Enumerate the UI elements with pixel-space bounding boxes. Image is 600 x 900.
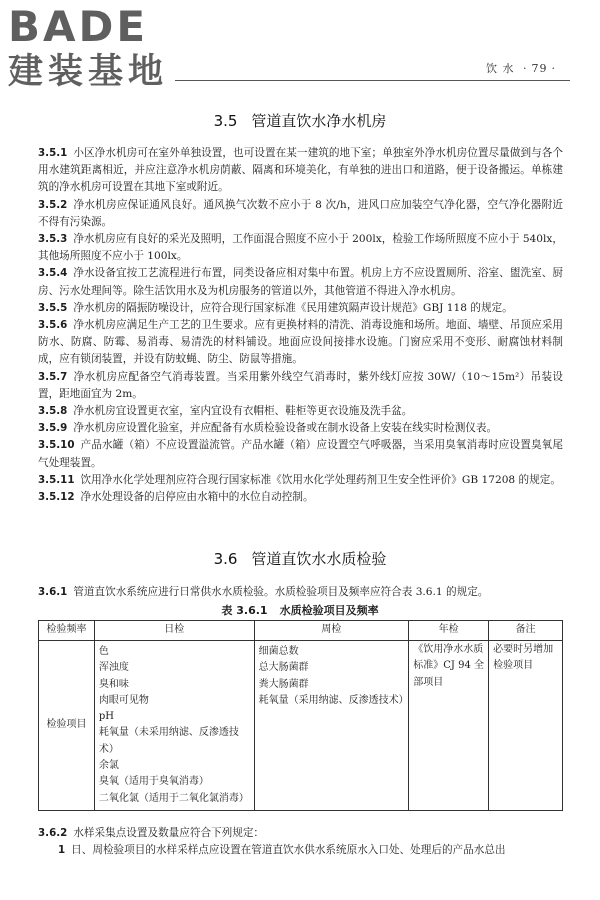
running-head: 饮 水 · 79 ·: [486, 62, 556, 75]
section-title-3-5: [0, 110, 600, 131]
weekly-item: 总大肠菌群: [258, 662, 309, 674]
daily-item: pH: [98, 711, 115, 723]
clause-text: 小区净水机房可在室外单独设置，也可设置在某一建筑的地下室；单独室外净水机房位置尽量做到与各个用水建筑距离相近，并应注意净水机房荫蔽、隔离和环境美化，有单独的进出口和道路，便于设备搬运。单栋建筑的净水机房可设置在其地下室或附近。: [38, 147, 563, 194]
section-heading: 管道直饮水净水机房: [251, 112, 387, 130]
section-number: 3.6: [213, 550, 238, 568]
daily-item: 色: [98, 646, 109, 657]
clause-number: 3.5.11: [38, 473, 75, 486]
clause-number: 3.5.8: [38, 405, 68, 418]
clause: [38, 145, 563, 197]
table-header-cell: 周检: [254, 621, 409, 641]
clause-number: 3.5.10: [38, 439, 75, 452]
clause: [38, 265, 563, 299]
table-header-row: [39, 621, 563, 641]
header-rule: [175, 80, 570, 81]
clause-text: 净水机房的隔振防噪设计，应符合现行国家标准《民用建筑隔声设计规范》GBJ 118 的规定。: [73, 301, 513, 314]
section-title-3-6: [0, 548, 600, 569]
table-header-cell: 年检: [409, 621, 489, 641]
clause-number: 3.5.7: [38, 370, 68, 383]
clause-number: 3.5.5: [38, 301, 68, 314]
clause: [38, 420, 563, 437]
clause-number: 3.6.1: [38, 586, 68, 598]
weekly-item: 细菌总数: [258, 646, 299, 657]
yearly-cell: 《饮用净水水质标准》CJ 94 全部项目: [409, 641, 489, 811]
clause: [38, 584, 563, 601]
clause-text: 产品水罐（箱）不应设置溢流管。产品水罐（箱）应设置空气呼吸器，当采用臭氧消毒时应设置臭氧尾气处理装置。: [38, 439, 563, 469]
daily-item: 耗氧量（未采用纳滤、反渗透技术）: [98, 727, 239, 755]
clause-number: 3.5.1: [38, 147, 68, 159]
remark-cell: 必要时另增加检验项目: [489, 641, 563, 811]
clause-text: 净水处理设备的启停应由水箱中的水位自动控制。: [80, 491, 314, 504]
daily-item: 浑浊度: [98, 662, 129, 674]
clause: [38, 300, 563, 317]
clause-text: 净水机房应设置化验室，并应配备有水质检验设备或在制水设备上安装在线实时检测仪表。: [73, 422, 498, 435]
water-quality-table: [38, 620, 563, 811]
clause-text: 净水机房应保证通风良好。通风换气次数不应小于 8 次/h，进风口应加装空气净化器，空气净化器附近不得有污染源。: [38, 198, 563, 228]
section-number: 3.5: [213, 112, 238, 130]
clause-number: 3.5.12: [38, 491, 75, 504]
clause: [38, 489, 563, 506]
table-caption: [0, 602, 600, 618]
clause-3-6-1-wrap: [38, 584, 563, 601]
table-header-cell: 备注: [489, 621, 563, 641]
weekly-item: 粪大肠菌群: [258, 678, 309, 690]
daily-item: 臭氧（适用于臭氧消毒）: [98, 776, 209, 788]
clause-text: 净水设备宜按工艺流程进行布置，同类设备应相对集中布置。机房上方不应设置厕所、浴室、盥洗室、厨房、污水处理间等。除生活饮用水及为机房服务的管道以外，其他管道不得进入净水机房。: [38, 267, 563, 297]
clause-text: 水样采集点设置及数量应符合下列规定：: [73, 827, 265, 839]
clause: [38, 369, 563, 403]
clause-number: 3.5.9: [38, 422, 68, 435]
daily-items-cell: [94, 641, 254, 811]
clause-text: 净水机房应有良好的采光及照明，工作面混合照度不应小于 200lx，检验工作场所照度不应小于 540lx，其他场所照度不应小于 100lx。: [38, 233, 563, 263]
clause-number: 3.5.6: [38, 319, 68, 332]
clause: [38, 437, 563, 471]
clause-number: 3.6.2: [38, 827, 68, 839]
clause: [38, 231, 563, 265]
clause: [38, 197, 563, 231]
clause-text: 净水机房宜设置更衣室，室内宜设有衣帽柜、鞋柜等更衣设施及洗手盆。: [73, 405, 413, 418]
clause-text: 饮用净水化学处理剂应符合现行国家标准《饮用水化学处理药剂卫生安全性评价》GB 17208 的规定。: [80, 473, 561, 486]
table-number: 表 3.6.1: [221, 604, 268, 617]
section-heading: 管道直饮水水质检验: [251, 550, 387, 568]
clause-text: 净水机房应配备空气消毒装置。当采用紫外线空气消毒时，紫外线灯应按 30W/（10～15m²）吊装设置，距地面宜为 2m。: [38, 370, 563, 400]
logo-wordmark: BADE: [8, 2, 149, 51]
clause: [38, 472, 563, 489]
running-head-title: 饮 水: [486, 62, 515, 75]
clause-3-6-2-wrap: [38, 825, 563, 859]
clause: [38, 403, 563, 420]
clause-number: 3.5.3: [38, 233, 68, 246]
table-row: [39, 641, 563, 811]
daily-item: 余氯: [98, 760, 119, 772]
clause-item: [38, 842, 563, 859]
row-label: 检验项目: [39, 641, 95, 811]
clause-number: 3.5.4: [38, 267, 68, 280]
daily-item: 肉眼可见物: [98, 694, 149, 706]
daily-item: 臭和味: [98, 678, 129, 690]
clause-text: 管道直饮水系统应进行日常供水水质检验。水质检验项目及频率应符合表 3.6.1 的规定。: [73, 586, 489, 598]
weekly-item: 耗氧量（采用纳滤、反渗透技术）: [258, 694, 409, 706]
section-3-5-clauses: [38, 145, 563, 506]
clause: [38, 825, 563, 842]
weekly-items-cell: [254, 641, 409, 811]
table-header-cell: 日检: [94, 621, 254, 641]
clause-text: 净水机房应满足生产工艺的卫生要求。应有更换材料的清洗、消毒设施和场所。地面、墙壁、吊顶应采用防水、防腐、防霉、易消毒、易清洗的材料铺设。地面应设间接排水设施。门窗应采用不变形、耐腐蚀材料制成，应有锁闭装置，并设有防蚊蝇、防尘、防鼠等措施。: [38, 319, 563, 366]
table-title: 水质检验项目及频率: [279, 604, 379, 617]
bade-logo: [8, 4, 198, 96]
item-text: 日、周检验项目的水样采样点应设置在管道直饮水供水系统原水入口处、处理后的产品水总出: [71, 844, 506, 857]
clause-number: 3.5.2: [38, 198, 68, 211]
daily-item: 二氧化氯（适用于二氧化氯消毒）: [98, 792, 249, 804]
clause: [38, 317, 563, 369]
item-number: 1: [58, 844, 66, 857]
page-number: 79: [531, 62, 548, 75]
logo-subtitle: 建装基地: [8, 52, 169, 92]
table-header-cell: 检验频率: [39, 621, 95, 641]
